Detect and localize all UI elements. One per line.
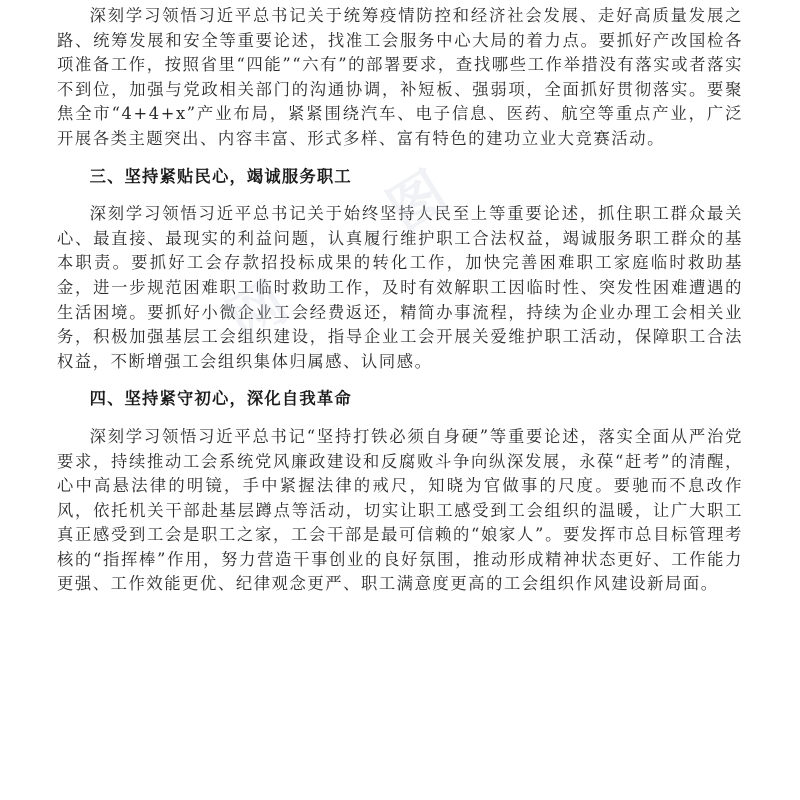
body-paragraph-1: 深刻学习领悟习近平总书记关于统筹疫情防控和经济社会发展、走好高质量发展之路、统筹发展和安全等重要论述，找准工会服务中心大局的着力点。要抓好产改国检各项准备工作，按照省里“四能”“六有”的部署要求，查找哪些工作举措没有落实或者落实不到位，加强与党政相关部门的沟通协调，补短板、强弱项，全面抓好贯彻落实。要聚焦全市“4+4+x”产业布局，紧紧围绕汽车、电子信息、医药、航空等重点产业，广泛开展各类主题突出、内容丰富、形式多样、富有特色的建功立业大竞赛活动。 [57, 6, 743, 148]
body-paragraph-3: 深刻学习领悟习近平总书记“坚持打铁必须自身硬”等重要论述，落实全面从严治党要求，持续推动工会系统党风廉政建设和反腐败斗争向纵深发展，永葆“赶考”的清醒，心中高悬法律的明镜，手中紧握法律的戒尺，知晓为官做事的尺度。要驰而不息改作风，依托机关干部赴基层蹲点等活动，切实让职工感受到工会组织的温暖，让广大职工真正感受到工会是职工之家，工会干部是最可信赖的“娘家人”。要发挥市总目标管理考核的“指挥棒”作用，努力营造干事创业的良好氛围，推动形成精神状态更好、工作能力更强、工作效能更优、纪律观念更严、职工满意度更高的工会组织作风建设新局面。 [57, 426, 743, 594]
watermark: 网 [216, 268, 301, 355]
section-heading-4: 四、坚持紧守初心，深化自我革命 [89, 389, 352, 409]
section-heading-3: 三、坚持紧贴民心，竭诚服务职工 [89, 166, 352, 186]
body-paragraph-2: 深刻学习领悟习近平总书记关于始终坚持人民至上等重要论述，抓住职工群众最关心、最直接、最现实的利益问题，认真履行维护职工合法权益，竭诚服务职工群众的基本职责。要抓好工会存款招投标成果的转化工作，加快完善困难职工家庭临时救助基金，进一步规范困难职工临时救助工作，及时有效解职工因临时性、突发性困难遭遇的生活困境。要抓好小微企业工会经费返还，精简办事流程，持续为企业办理工会相关业务，积极加强基层工会组织建设，指导企业工会开展关爱维护职工活动，保障职工合法权益，不断增强工会组织集体归属感、认同感。 [57, 204, 743, 371]
watermark: 图 [376, 158, 461, 245]
